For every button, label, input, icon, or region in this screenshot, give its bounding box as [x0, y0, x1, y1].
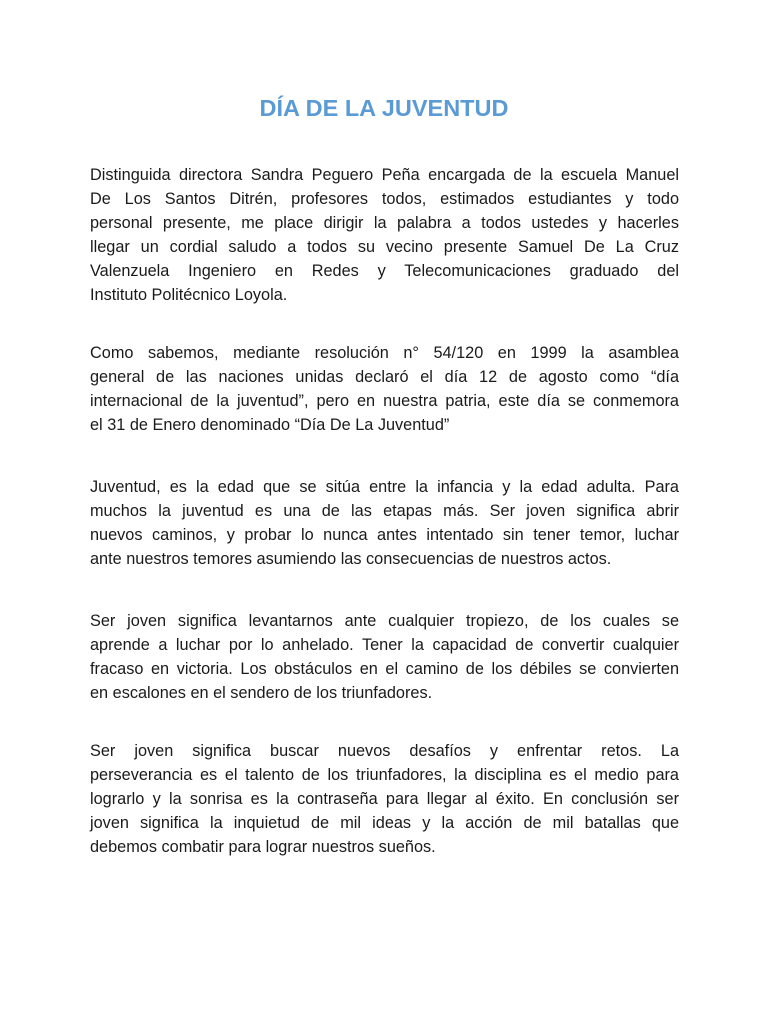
paragraph-line: lograrlo y la sonrisa es la contraseña para llegar al éxito. En conclusión ser	[90, 790, 679, 808]
paragraph-line: Juventud, es la edad que se sitúa entre la infancia y la edad adulta. Para	[90, 478, 679, 496]
paragraph-line: aprende a luchar por lo anhelado. Tener la capacidad de convertir cualquier	[90, 636, 679, 654]
paragraph-line: el 31 de Enero denominado “Día De La Juventud”	[90, 416, 450, 434]
paragraph-line: Ser joven significa levantarnos ante cualquier tropiezo, de los cuales se	[90, 612, 679, 630]
paragraph-line: joven significa la inquietud de mil ideas y la acción de mil batallas que	[90, 814, 679, 832]
paragraph-line: personal presente, me place dirigir la palabra a todos ustedes y hacerles	[90, 214, 679, 232]
paragraph-greeting	[90, 163, 679, 307]
paragraph-line: ante nuestros temores asumiendo las consecuencias de nuestros actos.	[90, 550, 612, 568]
paragraph-line: Instituto Politécnico Loyola.	[90, 286, 288, 304]
document-title: DÍA DE LA JUVENTUD	[259, 95, 509, 121]
paragraph-line: Distinguida directora Sandra Peguero Peña encargada de la escuela Manuel	[90, 166, 679, 184]
paragraph-line: perseverancia es el talento de los triunfadores, la disciplina es el medio para	[90, 766, 679, 784]
paragraph-line: nuevos caminos, y probar lo nunca antes intentado sin tener temor, luchar	[90, 526, 679, 544]
paragraph-line: Como sabemos, mediante resolución n° 54/120 en 1999 la asamblea	[90, 344, 679, 362]
paragraph-resilience	[90, 609, 679, 705]
paragraph-line: Ser joven significa buscar nuevos desafíos y enfrentar retos. La	[90, 742, 679, 760]
paragraph-line: De Los Santos Ditrén, profesores todos, estimados estudiantes y todo	[90, 190, 679, 208]
paragraph-line: debemos combatir para lograr nuestros sueños.	[90, 838, 436, 856]
paragraph-definition	[90, 475, 679, 571]
paragraph-line: fracaso en victoria. Los obstáculos en el camino de los débiles se convierten	[90, 660, 679, 678]
paragraph-line: muchos la juventud es una de las etapas más. Ser joven significa abrir	[90, 502, 679, 520]
paragraph-line: internacional de la juventud”, pero en nuestra patria, este día se conmemora	[90, 392, 679, 410]
paragraph-history	[90, 341, 679, 437]
paragraph-line: general de las naciones unidas declaró el día 12 de agosto como “día	[90, 368, 679, 386]
paragraph-line: llegar un cordial saludo a todos su vecino presente Samuel De La Cruz	[90, 238, 679, 256]
paragraph-conclusion	[90, 739, 679, 859]
paragraph-line: en escalones en el sendero de los triunfadores.	[90, 684, 433, 702]
paragraph-line: Valenzuela Ingeniero en Redes y Telecomunicaciones graduado del	[90, 262, 679, 280]
